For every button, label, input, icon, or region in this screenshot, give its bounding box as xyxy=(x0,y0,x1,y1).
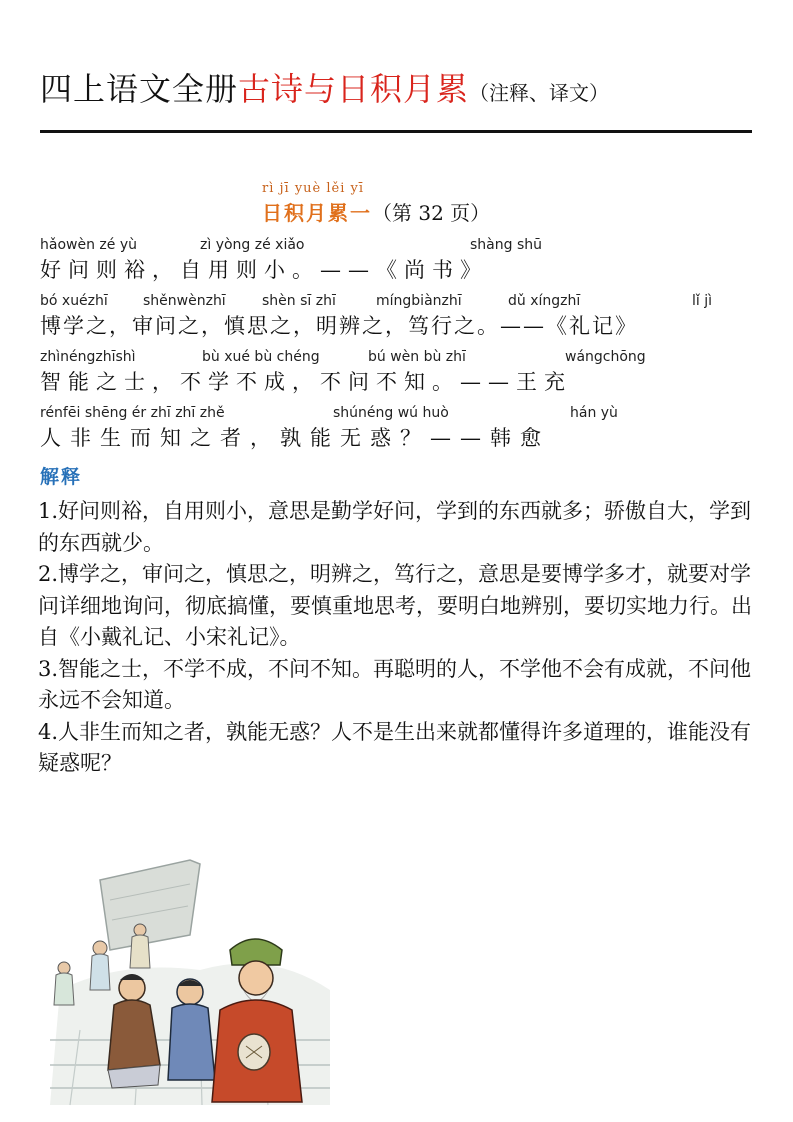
header-divider xyxy=(40,130,752,133)
quote-line: 智能之士，不学不成，不问不知。——王充 xyxy=(40,370,572,394)
pinyin-annotation: bú wèn bù zhī xyxy=(368,349,466,365)
section-title xyxy=(262,197,490,226)
pinyin-annotation: lǐ jì xyxy=(692,293,713,309)
quote-line: 博学之，审问之，慎思之，明辨之，笃行之。——《礼记》 xyxy=(40,314,638,338)
title-main: 四上语文全册 xyxy=(40,70,239,108)
pinyin-annotation: shàng shū xyxy=(470,237,542,253)
section-page-note: （第 32 页） xyxy=(372,201,491,225)
title-note: （注释、译文） xyxy=(469,81,610,105)
explain-body xyxy=(38,496,758,780)
pinyin-annotation: rénfēi shēng ér zhī zhī zhě xyxy=(40,405,225,421)
explain-item: 2.博学之，审问之，慎思之，明辨之，笃行之，意思是要博学多才，就要对学问详细地询问，彻底搞懂，要慎重地思考，要明白地辨别，要切实地力行。出自《小戴礼记、小宋礼记》。 xyxy=(38,562,752,649)
pinyin-annotation: dǔ xíngzhī xyxy=(508,293,581,309)
pinyin-annotation: míngbiànzhī xyxy=(376,293,462,309)
pinyin-annotation: shěnwènzhī xyxy=(143,293,226,309)
section-title-text: 日积月累一 xyxy=(262,201,372,225)
pinyin-annotation: bó xuézhī xyxy=(40,293,108,309)
pinyin-annotation: bù xué bù chéng xyxy=(202,349,320,365)
pinyin-annotation: zhìnéngzhīshì xyxy=(40,349,136,365)
pinyin-annotation: shèn sī zhī xyxy=(262,293,336,309)
title-highlight: 古诗与日积月累 xyxy=(238,70,470,108)
pinyin-annotation: hán yù xyxy=(570,405,618,421)
explain-item: 3.智能之士，不学不成，不问不知。再聪明的人，不学他不会有成就，不问他永远不会知道。 xyxy=(38,656,752,712)
explain-heading: 解释 xyxy=(40,466,83,488)
explain-item: 4.人非生而知之者，孰能无惑？人不是生出来就都懂得许多道理的，谁能没有疑惑呢？ xyxy=(38,719,752,775)
quote-line: 好问则裕，自用则小。——《尚书》 xyxy=(40,258,488,282)
scholars-illustration xyxy=(40,840,340,1110)
pinyin-annotation: hǎowèn zé yù xyxy=(40,237,137,253)
section-pinyin: rì jī yuè lěi yī xyxy=(262,181,365,196)
explain-item: 1.好问则裕，自用则小，意思是勤学好问，学到的东西就多；骄傲自大，学到的东西就少。 xyxy=(38,499,752,555)
quote-line: 人非生而知之者，孰能无惑？——韩愈 xyxy=(40,426,550,450)
pinyin-annotation: zì yòng zé xiǎo xyxy=(200,237,305,253)
pinyin-annotation: wángchōng xyxy=(565,349,646,365)
pinyin-annotation: shúnéng wú huò xyxy=(333,405,449,421)
page-header xyxy=(40,64,752,120)
